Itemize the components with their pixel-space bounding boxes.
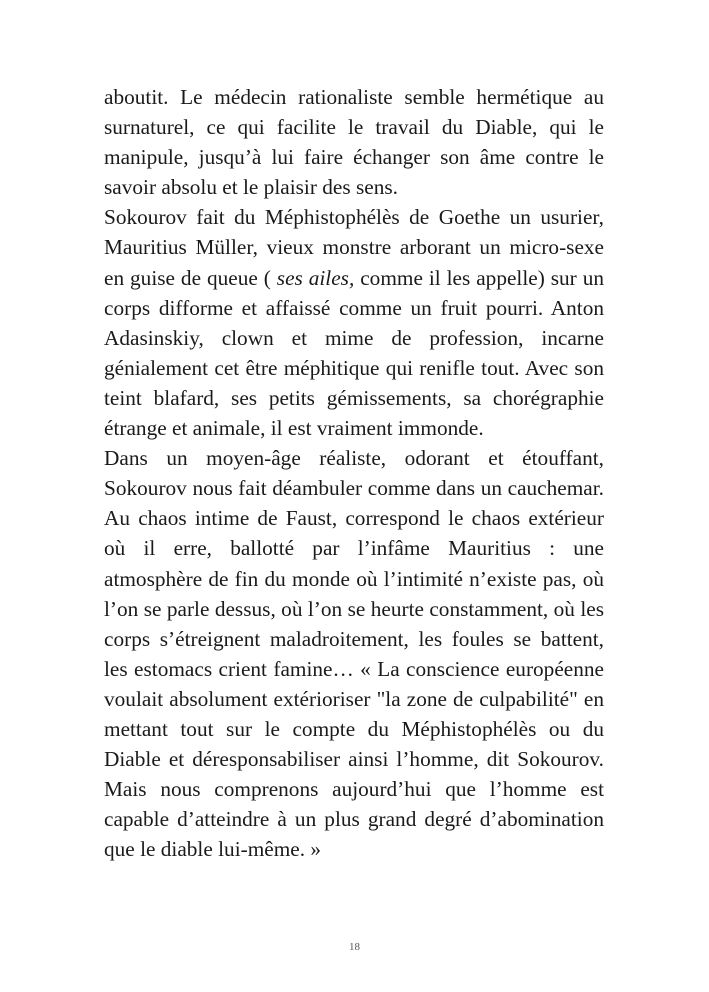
page-number: 18	[349, 941, 360, 953]
paragraph-3	[104, 443, 604, 864]
paragraph-1	[104, 82, 604, 202]
italic-phrase: ses ailes,	[276, 265, 355, 290]
paragraph-2	[104, 202, 604, 443]
paragraph-text: Dans un moyen-âge réaliste, odorant et étouffant, Sokourov nous fait déambuler comme dans un cauchemar. Au chaos intime de Faust, correspond le chaos extérieur où il erre, ballotté par l’infâme Mauritius : une atmosphère de fin du monde où l’intimité n’existe pas, où l’on se parle dessus, où l’on se heurte constamment, où les corps s’étreignent maladroitement, les foules se battent, les estomacs crient famine… « La conscience européenne voulait absolument extérioriser "la zone de culpabilité" en mettant tout sur le compte du Méphistophélès ou du Diable et déresponsabiliser ainsi l’homme, dit Sokourov. Mais nous comprenons aujourd’hui que l’homme est capable d’atteindre à un plus grand degré d’abomination que le diable lui-même. »	[104, 446, 604, 862]
paragraph-text: aboutit. Le médecin rationaliste semble hermétique au surnaturel, ce qui facilite le travail du Diable, qui le manipule, jusqu’à lui faire échanger son âme contre le savoir absolu et le plaisir des sens.	[104, 85, 604, 200]
body-text	[104, 82, 604, 864]
paragraph-text: Sokourov fait du Méphistophélès de Goethe un usurier, Mauritius Müller, vieux monstre arborant un micro-sexe en guise de queue (	[104, 205, 604, 290]
paragraph-text: comme il les appelle) sur un corps difforme et affaissé comme un fruit pourri. Anton Adasinskiy, clown et mime de profession, incarne génialement cet être méphitique qui renifle tout. Avec son teint blafard, ses petits gémissements, sa chorégraphie étrange et animale, il est vraiment immonde.	[104, 265, 604, 441]
